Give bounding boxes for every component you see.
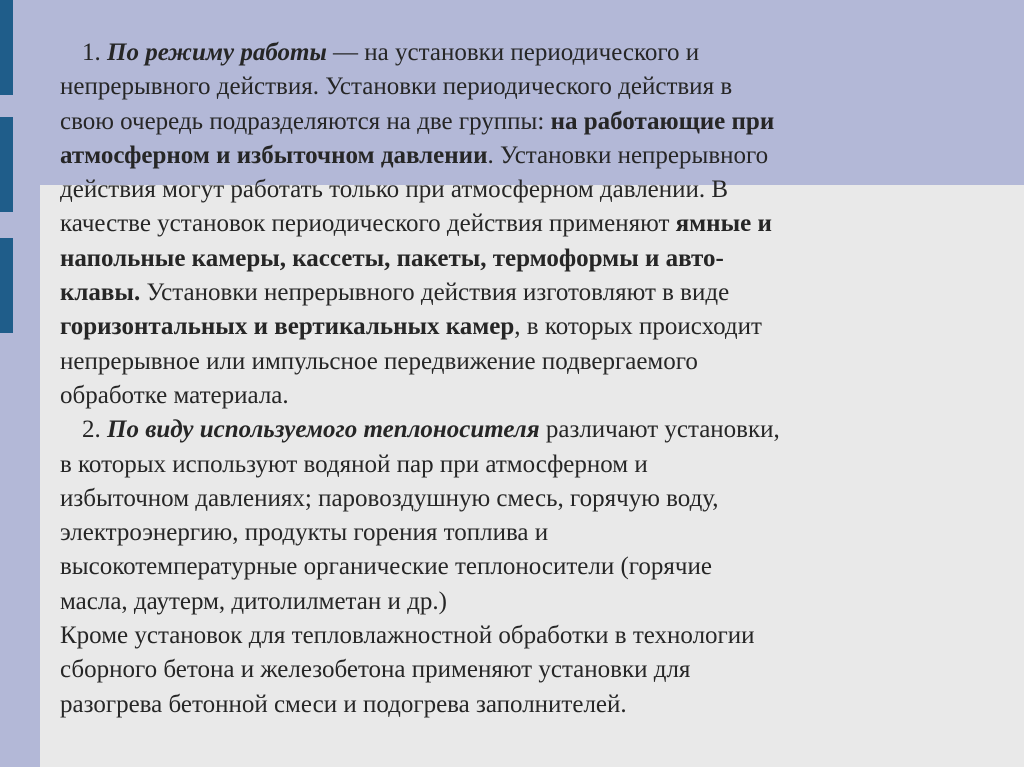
line-8-part-1: клавы.: [60, 279, 141, 307]
text-line-17: [60, 585, 960, 619]
text-line-2: [60, 70, 960, 104]
text-line-4: [60, 139, 960, 173]
text-line-10: [60, 345, 960, 379]
line-14-part-1: избыточном давлениях; паровоздушную смесь, горячую воду,: [60, 484, 719, 512]
line-8-part-2: Установки непрерывного действия изготовляют в виде: [140, 279, 730, 307]
text-line-14: [60, 482, 960, 516]
line-7-part-1: напольные камеры, кассеты, пакеты, термоформы и авто-: [60, 244, 724, 272]
accent-bar-1: [0, 0, 13, 95]
line-10-part-1: непрерывное или импульсное передвижение подвергаемого: [60, 347, 698, 375]
line-11-part-1: обработке материала.: [60, 381, 289, 409]
text-line-19: [60, 653, 960, 687]
line-3-part-2: на работающие при: [550, 107, 775, 135]
text-line-8: [60, 276, 960, 310]
text-line-11: [60, 379, 960, 413]
line-1-part-2: По режиму работы: [107, 39, 327, 66]
line-16-part-1: высокотемпературные органические теплоносители (горячие: [60, 553, 712, 581]
text-line-13: [60, 448, 960, 482]
line-4-part-2: . Установки непрерывного: [487, 141, 769, 169]
text-line-3: [60, 105, 960, 139]
slide-text-body: [60, 36, 960, 722]
text-line-5: [60, 173, 960, 207]
text-line-18: [60, 619, 960, 653]
text-line-7: [60, 242, 960, 276]
text-line-9: [60, 310, 960, 344]
line-3-part-1: свою очередь подразделяются на две группы:: [60, 107, 551, 135]
line-9-part-2: , в которых происходит: [514, 313, 762, 341]
line-12-part-2: По виду используемого теплоносителя: [107, 416, 540, 444]
line-15-part-1: электроэнергию, продукты горения топлива и: [60, 519, 549, 547]
line-19-part-1: сборного бетона и железобетона применяют установки для: [60, 656, 691, 684]
line-1-part-1: 1.: [82, 39, 107, 66]
line-4-part-1: атмосферном и избыточном давлении: [60, 141, 488, 169]
line-6-part-1: качестве установок периодического действия применяют: [60, 210, 676, 238]
text-line-1: [60, 36, 960, 70]
background-left-band: [0, 0, 40, 767]
line-9-part-1: горизонтальных и вертикальных камер: [60, 313, 515, 341]
text-line-20: [60, 688, 960, 722]
line-1-part-3: — на установки периодического и: [326, 39, 700, 66]
line-12-part-3: различают установки,: [539, 416, 780, 444]
text-line-16: [60, 550, 960, 584]
line-12-part-1: 2.: [82, 416, 107, 444]
line-18-part-1: Кроме установок для тепловлажностной обработки в технологии: [60, 622, 755, 650]
line-17-part-1: масла, даутерм, дитолилметан и др.): [60, 587, 447, 615]
line-5-part-1: действия могут работать только при атмосферном давлении. В: [60, 176, 729, 204]
accent-bar-3: [0, 238, 13, 333]
line-2-part-1: непрерывного действия. Установки периодического действия в: [60, 73, 733, 101]
accent-bar-2: [0, 117, 13, 212]
line-6-part-2: ямные и: [675, 210, 772, 238]
text-line-15: [60, 516, 960, 550]
line-13-part-1: в которых используют водяной пар при атмосферном и: [60, 450, 648, 478]
text-line-12: [60, 413, 960, 447]
text-line-6: [60, 207, 960, 241]
line-20-part-1: разогрева бетонной смеси и подогрева заполнителей.: [60, 690, 627, 718]
